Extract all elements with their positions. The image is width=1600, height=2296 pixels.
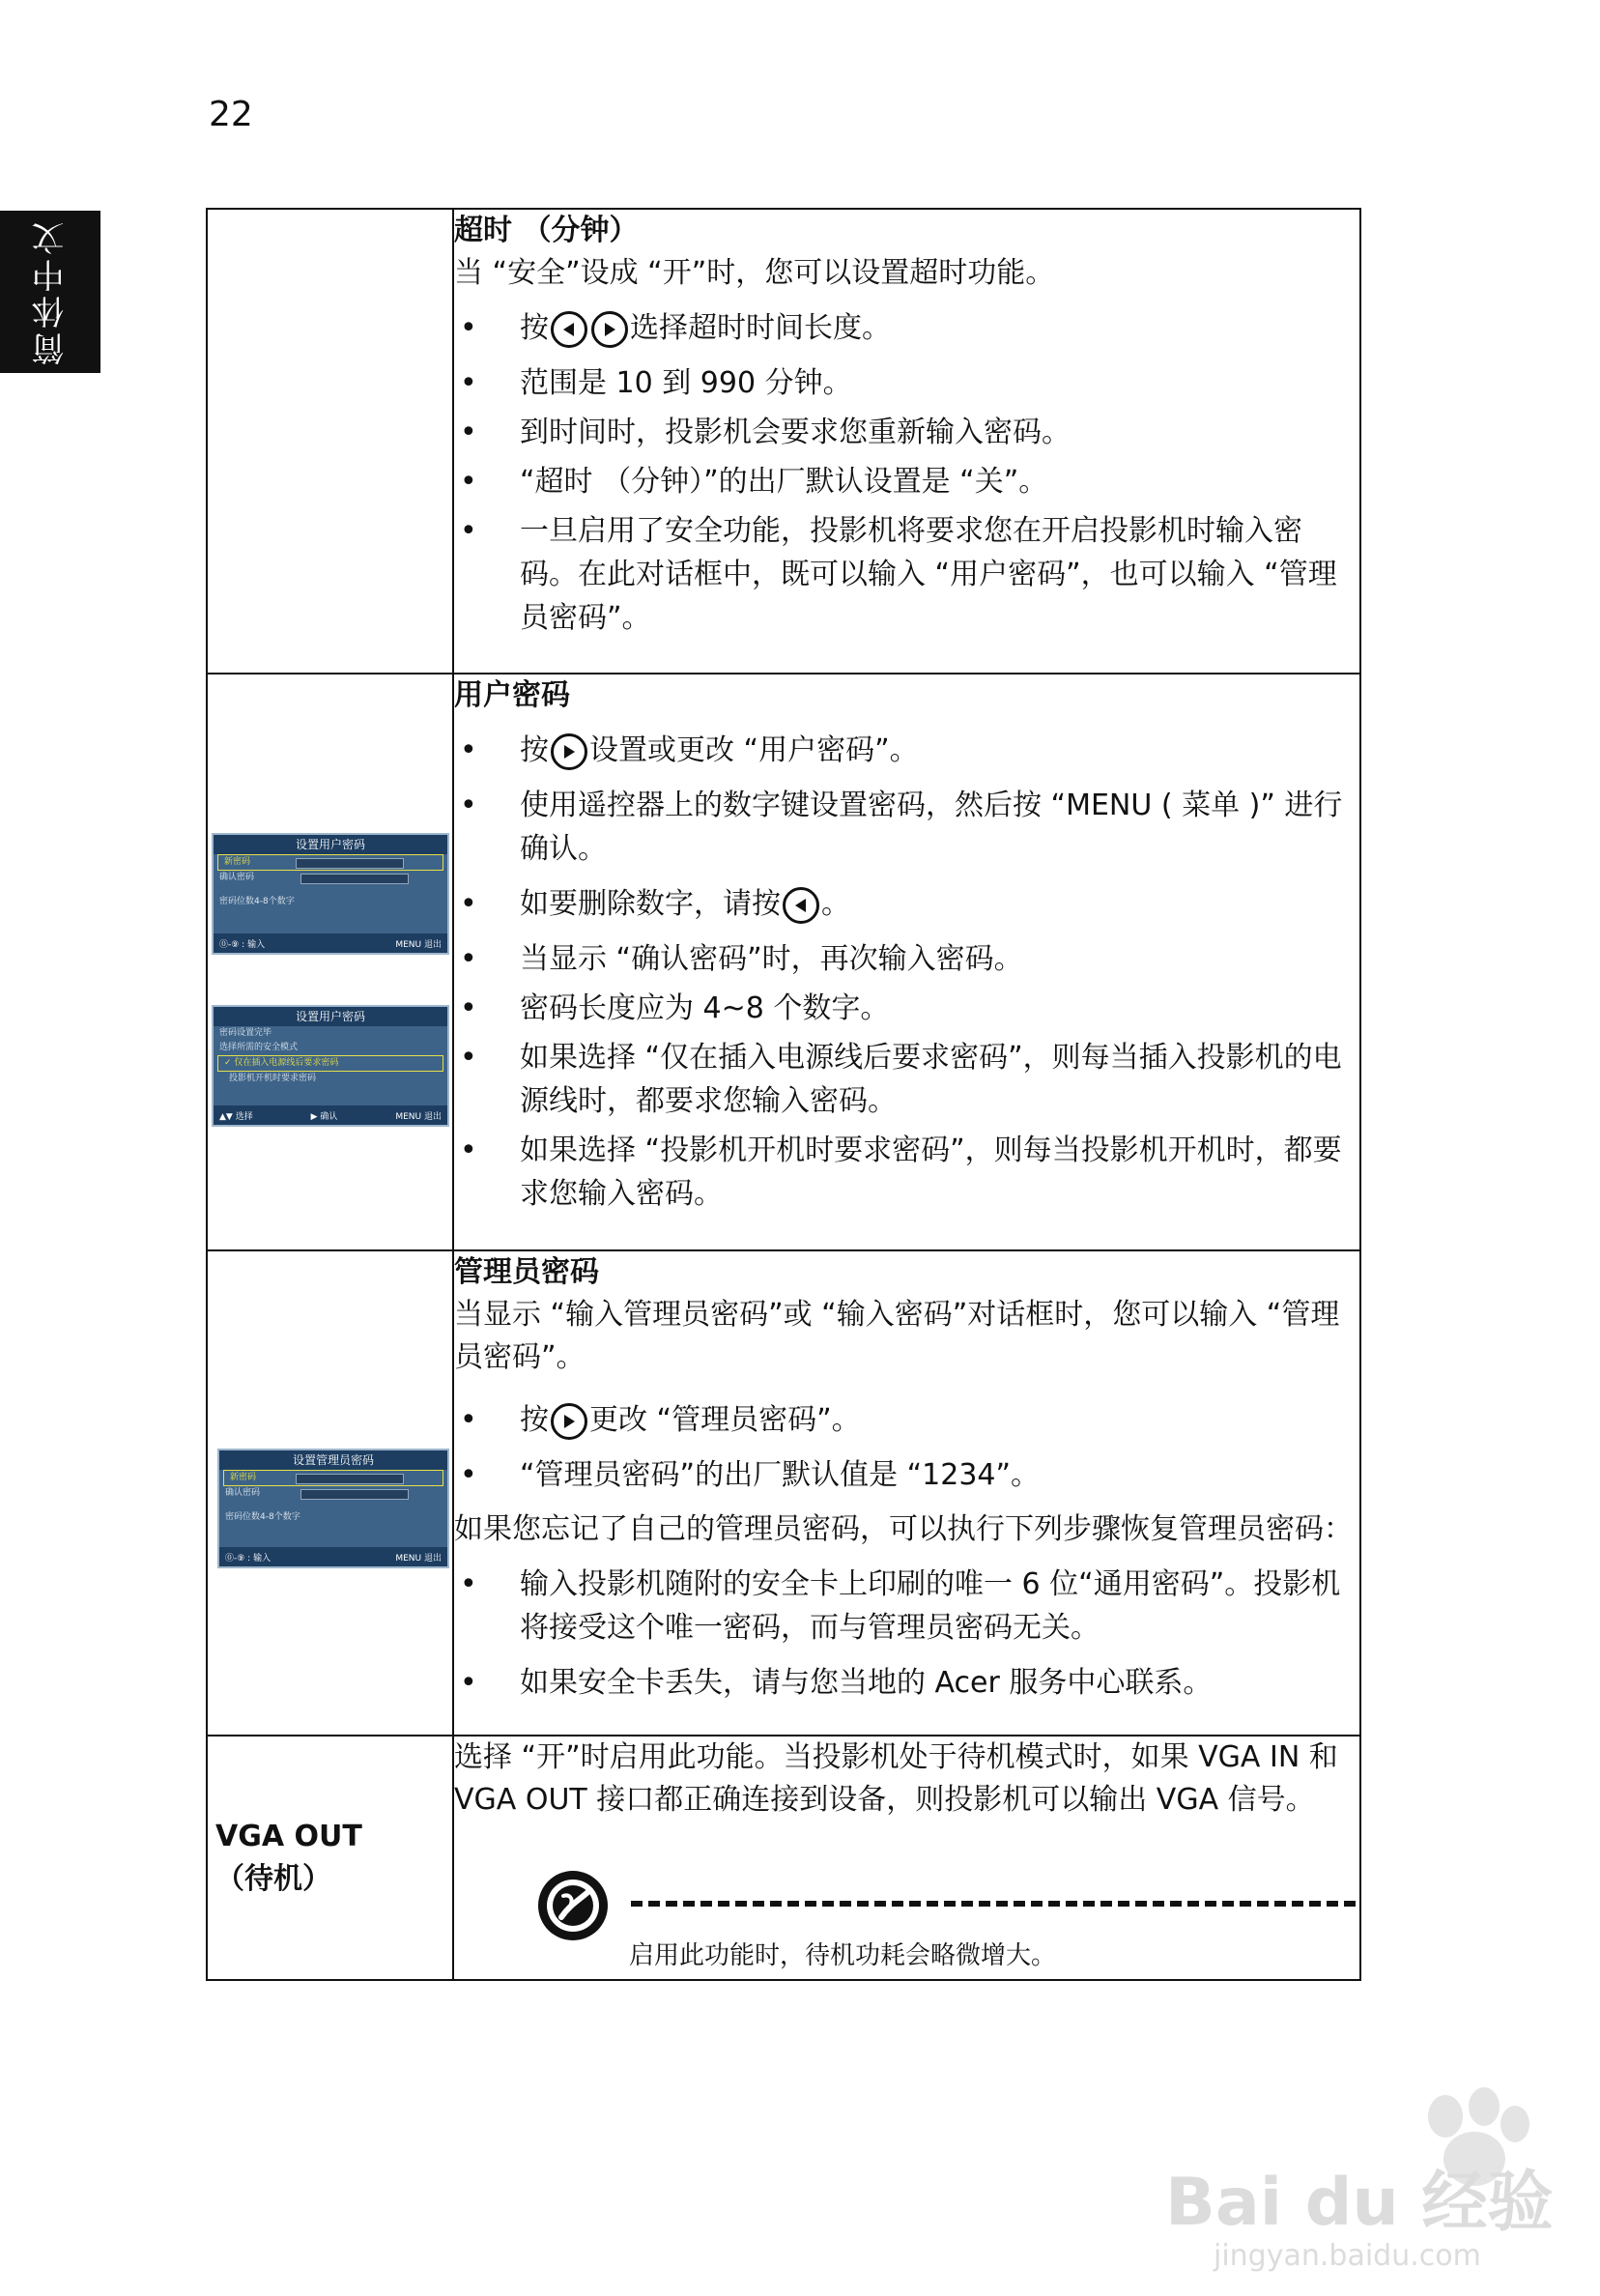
new-password-row: 新密码 [223, 1470, 443, 1486]
note-text: 启用此功能时，待机功耗会略微增大。 [629, 1941, 1057, 1970]
list-item: • 到时间时，投影机会要求您重新输入密码。 [460, 416, 1071, 449]
list-item: • 按 设置或更改 “用户密码”。 [454, 729, 1359, 772]
list-item: • 使用遥控器上的数字键设置密码，然后按 “MENU ( 菜单 )” 进行确认。 [460, 789, 1343, 866]
list-item: • 当显示 “确认密码”时，再次输入密码。 [460, 942, 1023, 976]
settings-table [206, 208, 1361, 1981]
list-item: • “超时 （分钟）”的出厂默认设置是 “关”。 [460, 465, 1048, 499]
confirm-password-row: 确认密码 [214, 871, 447, 885]
user-password-mode-screen: 设置用户密码 密码设置完毕 选择所需的安全模式 ✓ 仅在插入电源线后要求密码 投影机开机时要求密码 ▲▼ 选择 ▶ 确认 MENU 退出 [212, 1005, 449, 1127]
section-intro: 当显示 “输入管理员密码”或 “输入密码”对话框时，您可以输入 “管理员密码”。 [454, 1298, 1340, 1374]
right-arrow-button-icon [551, 733, 587, 770]
list-item: • 一旦启用了安全功能，投影机将要求您在开启投影机时输入密码。在此对话框中，既可以输入 “用户密码”，也可以输入 “管理员密码”。 [460, 514, 1337, 635]
vga-out-description: 选择 “开”时启用此功能。当投影机处于待机模式时，如果 VGA IN 和 VGA OUT 接口都正确连接到设备，则投影机可以输出 VGA 信号。 [454, 1740, 1338, 1817]
svg-text:Bai du 经验: Bai du 经验 [1165, 2165, 1554, 2241]
confirm-password-row: 确认密码 [219, 1486, 447, 1501]
page-number: 22 [209, 95, 253, 134]
section-title: 超时 （分钟） [454, 214, 639, 247]
list-item: • “管理员密码”的出厂默认值是 “1234”。 [460, 1458, 1041, 1492]
standby-label: （待机） [215, 1861, 331, 1896]
table-row-admin-password [207, 1250, 1360, 1736]
section-title: 管理员密码 [454, 1255, 599, 1289]
left-arrow-button-icon [783, 887, 819, 924]
language-side-tab [0, 211, 100, 373]
vga-out-label: VGA OUT [215, 1819, 362, 1853]
list-item: • 如果安全卡丢失，请与您当地的 Acer 服务中心联系。 [460, 1666, 1213, 1700]
note-divider [631, 1901, 1356, 1907]
new-password-row: 新密码 [217, 854, 443, 871]
recover-intro: 如果您忘记了自己的管理员密码，可以执行下列步骤恢复管理员密码： [454, 1512, 1353, 1546]
list-item: • 输入投影机随附的安全卡上印刷的唯一 6 位“通用密码”。投影机将接受这个唯一密码，而与管理员密码无关。 [460, 1567, 1341, 1645]
table-row-user-password [207, 674, 1360, 1250]
admin-password-screen: 设置管理员密码 新密码 确认密码 密码位数4-8个数字 ⓪-⑨ : 输入 MENU 退出 [217, 1449, 449, 1568]
table-row-timeout [207, 209, 1360, 674]
section-title: 用户密码 [454, 678, 570, 712]
list-item: • 如要删除数字，请按 。 [454, 882, 1359, 926]
right-arrow-button-icon [551, 1403, 587, 1440]
language-label: 简体中文 [31, 218, 71, 365]
baidu-watermark-logo [1156, 2080, 1561, 2277]
svg-text:jingyan.baidu.com: jingyan.baidu.com [1214, 2239, 1481, 2273]
list-item: • 范围是 10 到 990 分钟。 [460, 366, 852, 400]
list-item: • 按 选择超时时间长度。 [454, 306, 1359, 350]
right-arrow-button-icon [591, 311, 628, 348]
list-item: • 按 更改 “管理员密码”。 [454, 1398, 1359, 1442]
list-item: • 如果选择 “仅在插入电源线后要求密码”，则每当插入投影机的电源线时，都要求您输入密码。 [460, 1041, 1342, 1118]
note-icon [534, 1867, 612, 1948]
user-password-screen: 设置用户密码 新密码 确认密码 密码位数4-8个数字 ⓪-⑨ : 输入 MENU 退出 [212, 833, 449, 955]
section-intro: 当 “安全”设成 “开”时，您可以设置超时功能。 [454, 256, 1055, 290]
list-item: • 如果选择 “投影机开机时要求密码”，则每当投影机开机时，都要求您输入密码。 [460, 1134, 1342, 1211]
left-arrow-button-icon [551, 311, 587, 348]
list-item: • 密码长度应为 4~8 个数字。 [460, 991, 890, 1025]
